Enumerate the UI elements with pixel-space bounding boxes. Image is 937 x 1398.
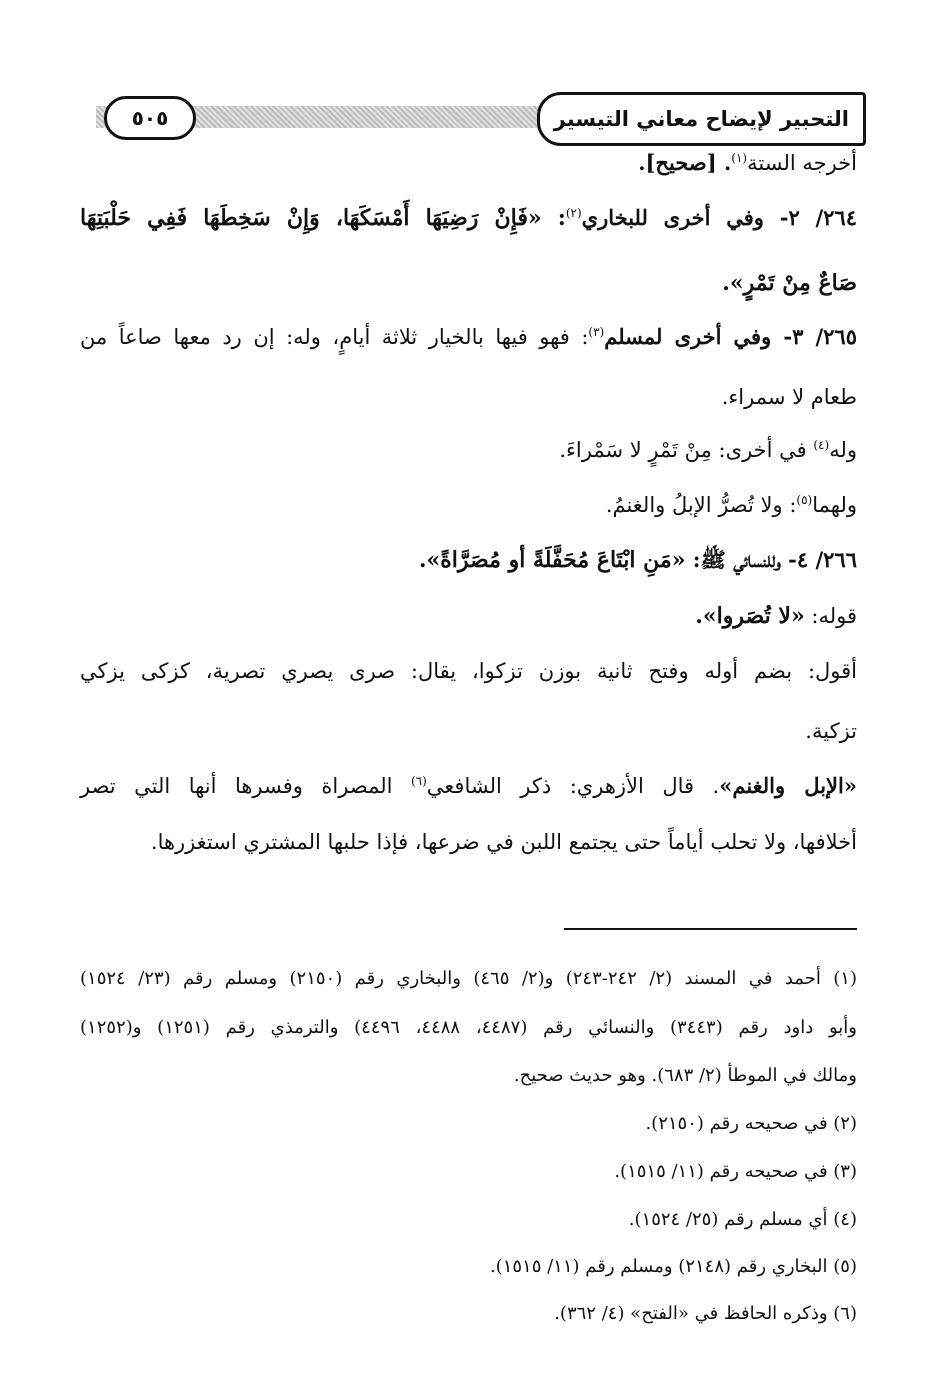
hadith-number: ٢٦٤/ ٢- وفي أخرى للبخاري	[581, 205, 857, 230]
footnote-1-line-1: (١) أحمد في المسند (٢/ ٢٤٢-٢٤٣) و(٢/ ٤٦٥) والبخاري رقم (٢١٥٠) ومسلم رقم (٢٣/ ١٥٢٤)	[80, 968, 857, 989]
book-title: التحبير لإيضاح معاني التيسير	[537, 92, 866, 146]
hadith-265-line-2	[80, 382, 857, 412]
footnote-ref-6: (٦)	[410, 774, 427, 788]
hadith-264-line-2	[80, 268, 857, 298]
footnote-separator	[564, 928, 857, 930]
quoted-term: «الإبل والغنم»	[719, 773, 857, 798]
hadith-265-line-1	[80, 322, 857, 352]
footnote-ref-2: (٢)	[565, 206, 582, 220]
grade: . [صحيح].	[638, 150, 732, 175]
body-line-aqul-1	[80, 656, 857, 686]
footnote-6: (٦) وذكره الحافظ في «الفتح» (٤/ ٣٦٢).	[554, 1303, 857, 1324]
footnote-1-line-3: ومالك في الموطأ (٢/ ٦٨٣). وهو حديث صحيح.	[513, 1065, 857, 1086]
footnote-1-line-2: وأبو داود رقم (٣٤٤٣) والنسائي رقم (٤٤٨٧، ٤٤٨٨، ٤٤٩٦) والترمذي رقم (١٢٥١) و(١٢٥٢)	[80, 1017, 857, 1038]
body-line-aqul-2	[80, 716, 857, 746]
hadith-264-line-1	[80, 203, 857, 233]
quoted-word: «لا تُصَروا».	[695, 603, 805, 629]
text: أخلافها، ولا تحلب أياماً حتى يجتمع اللبن في ضرعها، فإذا حلبها المشتري استغزرها.	[150, 830, 857, 854]
text: ولهما	[812, 493, 857, 517]
footnote-ref-3: (٣)	[588, 325, 605, 339]
hadith-number: ٢٦٥/ ٣- وفي أخرى لمسلم	[604, 324, 857, 349]
body-line-ibil-2	[80, 827, 857, 857]
text: : ولا تُصرُّ الإبلُ والغنمُ.	[605, 493, 797, 517]
hadith-number: ٢٦٦/ ٤- وللنسائي ﷺ:	[685, 547, 857, 572]
footnote-2: (٢) في صحيحه رقم (٢١٥٠).	[645, 1113, 857, 1134]
footnote-ref-4: (٤)	[813, 438, 830, 452]
footnote-3: (٣) في صحيحه رقم (١١/ ١٥١٥).	[614, 1161, 857, 1182]
text: وله	[829, 438, 857, 462]
text: في أخرى: مِنْ تَمْرٍ لا سَمْراءَ.	[559, 438, 814, 462]
running-header	[96, 92, 866, 142]
footnote-4: (٤) أي مسلم رقم (٢٥/ ١٥٢٤).	[628, 1209, 857, 1230]
hadith-text: : «فَإِنْ رَضِيَهَا أَمْسَكَهَا، وَإِنْ سَخِطَهَا فَفِي حَلْبَتِهَا	[80, 205, 566, 231]
body-line-wa-lahu	[80, 435, 857, 465]
hadith-266	[80, 545, 857, 575]
body-line-wa-lahuma	[80, 490, 857, 520]
text: تزكية.	[805, 719, 857, 743]
footnote-5: (٥) البخاري رقم (٢١٤٨) ومسلم رقم (١١/ ١٥١٥).	[489, 1256, 857, 1277]
hadith-text: طعام لا سمراء.	[721, 385, 857, 409]
hadith-text: : فهو فيها بالخيار ثلاثة أيامٍ، وله: إن رد معها صاعاً من	[80, 325, 589, 349]
body-line-ibil-1	[80, 771, 857, 801]
page-number: ٥٠٥	[104, 96, 196, 140]
text: . قال الأزهري: ذكر الشافعي	[426, 774, 720, 798]
footnote-ref-1: (١)	[731, 151, 748, 165]
text: المصراة وفسرها أنها التي تصر	[80, 774, 411, 798]
hadith-text: «مَنِ ابْتَاعَ مُحَفَّلَةً أو مُصَرَّاةً».	[418, 547, 686, 573]
hadith-text: صَاعٌ مِنْ تَمْرٍ».	[722, 270, 857, 296]
body-line-1	[80, 148, 857, 178]
text: أخرجه الستة	[747, 151, 857, 175]
footnote-ref-5: (٥)	[796, 493, 813, 507]
text: أقول: بضم أوله وفتح ثانية بوزن تزكوا، يقال: صرى يصري تصرية، كزكى يزكي	[80, 659, 857, 683]
body-line-qawluh	[80, 601, 857, 631]
text: قوله:	[804, 604, 857, 628]
